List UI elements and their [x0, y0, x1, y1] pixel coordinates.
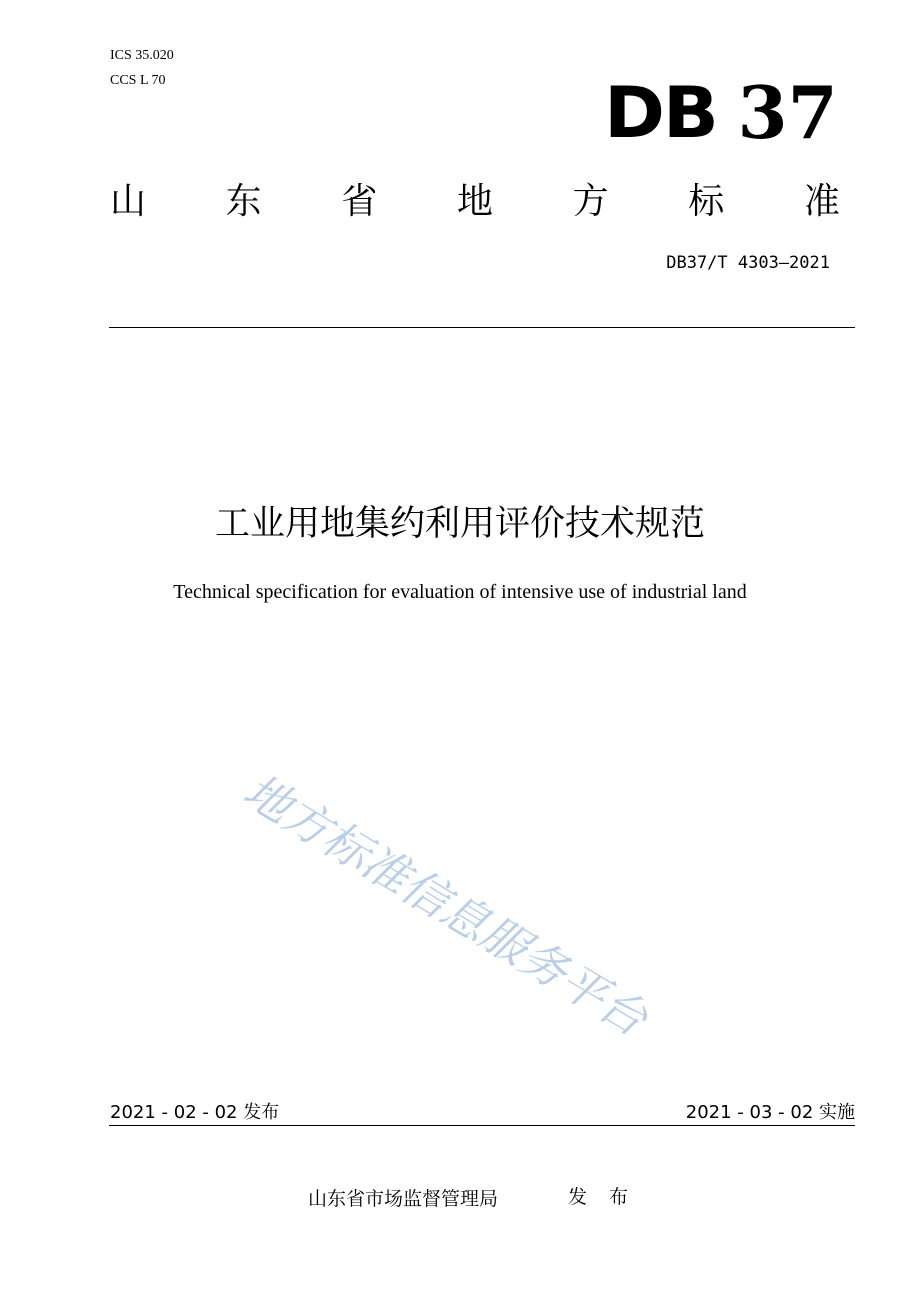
- publish-date: 2021 - 02 - 02 发布: [110, 1102, 280, 1123]
- heading-char: 方: [572, 181, 609, 222]
- heading-char: 地: [456, 181, 493, 222]
- logo-prefix: DB: [604, 72, 717, 154]
- bottom-divider: [109, 1125, 855, 1126]
- implement-date: 2021 - 03 - 02 实施: [685, 1102, 855, 1123]
- top-divider: [109, 327, 855, 328]
- standard-number: DB37/T 4303—2021: [666, 253, 830, 273]
- standard-category-heading: [110, 180, 840, 224]
- db37-logo: [604, 70, 838, 155]
- heading-char: 山: [110, 181, 147, 222]
- document-title-english: Technical specification for evaluation of intensive use of industrial land: [173, 581, 747, 603]
- heading-char: 省: [341, 181, 378, 222]
- heading-char: 标: [688, 181, 725, 222]
- ccs-code: CCS L 70: [110, 73, 166, 88]
- issue-label: 发 布: [568, 1186, 637, 1208]
- ics-code: ICS 35.020: [110, 48, 174, 63]
- watermark-text: 地方标准信息服务平台: [234, 763, 657, 1047]
- issuing-authority: 山东省市场监督管理局: [308, 1188, 499, 1210]
- document-title-chinese: 工业用地集约利用评价技术规范: [214, 504, 705, 544]
- logo-number: 37: [737, 70, 838, 155]
- watermark: [230, 760, 790, 1090]
- heading-char: 东: [225, 181, 262, 222]
- heading-char: 准: [803, 181, 840, 222]
